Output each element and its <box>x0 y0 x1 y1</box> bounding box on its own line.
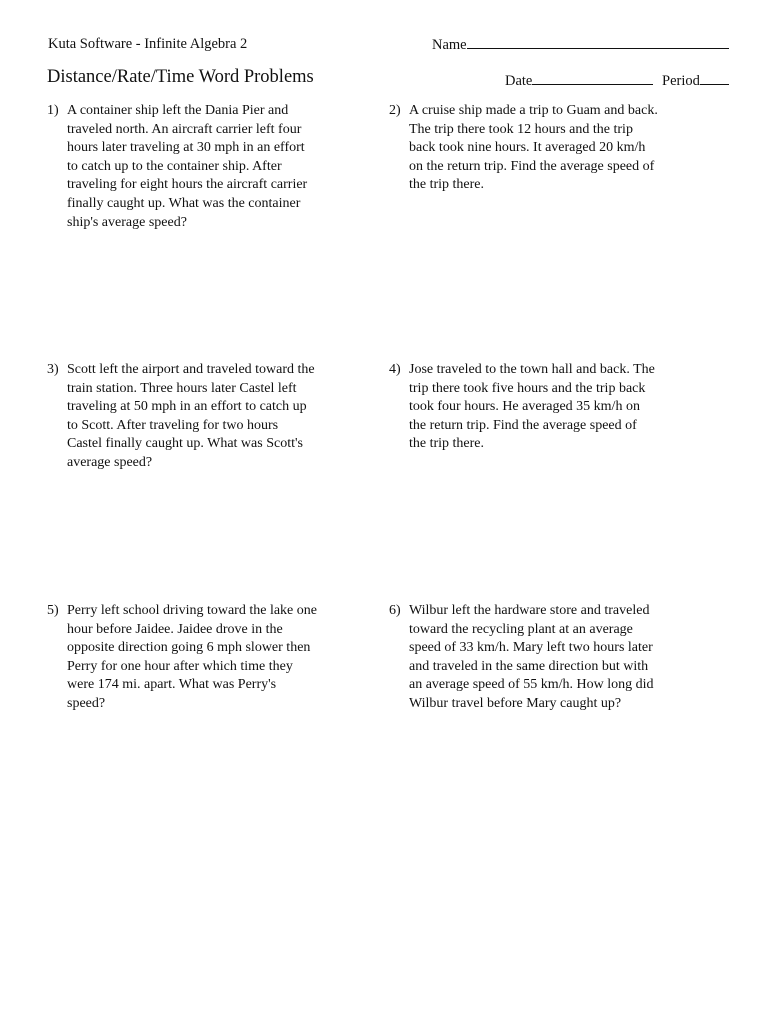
problem-text: Perry left school driving toward the lake one hour before Jaidee. Jaidee drove in the opposite direction going 6 mph slower then Perry for one hour after which time they were 174 mi. apart. What was Perry's speed? <box>67 603 317 711</box>
problem-number: 1) <box>47 103 59 118</box>
name-blank <box>467 35 729 49</box>
problem-text: A container ship left the Dania Pier and traveled north. An aircraft carrier left four hours later traveling at 30 mph in an effort to catch up to the container ship. After traveling for eight hours the aircraft carrier finally caught up. What was the container ship's average speed? <box>67 103 308 230</box>
problem-text: Wilbur left the hardware store and traveled toward the recycling plant at an average speed of 33 km/h. Mary left two hours later and traveled in the same direction but with an average speed of 55 km/h. How long did Wilbur travel before Mary caught up? <box>409 603 654 711</box>
problem-number: 4) <box>389 362 401 377</box>
period-blank <box>700 71 729 85</box>
problem-number: 5) <box>47 603 59 618</box>
period-label: Period <box>662 73 700 89</box>
problem-number: 6) <box>389 603 401 618</box>
publisher-line: Kuta Software - Infinite Algebra 2 <box>48 36 248 52</box>
period-field <box>662 71 729 90</box>
page-title: Distance/Rate/Time Word Problems <box>47 67 314 87</box>
problem-text: A cruise ship made a trip to Guam and back. The trip there took 12 hours and the trip back took nine hours. It averaged 20 km/h on the return trip. Find the average speed of the trip there. <box>409 103 658 193</box>
name-label: Name <box>432 37 467 53</box>
date-field <box>505 71 653 90</box>
problem-text: Scott left the airport and traveled toward the train station. Three hours later Castel left traveling at 50 mph in an effort to catch up to Scott. After traveling for two hours Castel finally caught up. What was Scott's average speed? <box>67 362 315 470</box>
date-blank <box>532 71 653 85</box>
problem-number: 3) <box>47 362 59 377</box>
problem-text: Jose traveled to the town hall and back. The trip there took five hours and the trip back took four hours. He averaged 35 km/h on the return trip. Find the average speed of the trip there. <box>409 362 655 452</box>
name-field <box>432 35 729 54</box>
date-label: Date <box>505 73 533 89</box>
problem-number: 2) <box>389 103 401 118</box>
